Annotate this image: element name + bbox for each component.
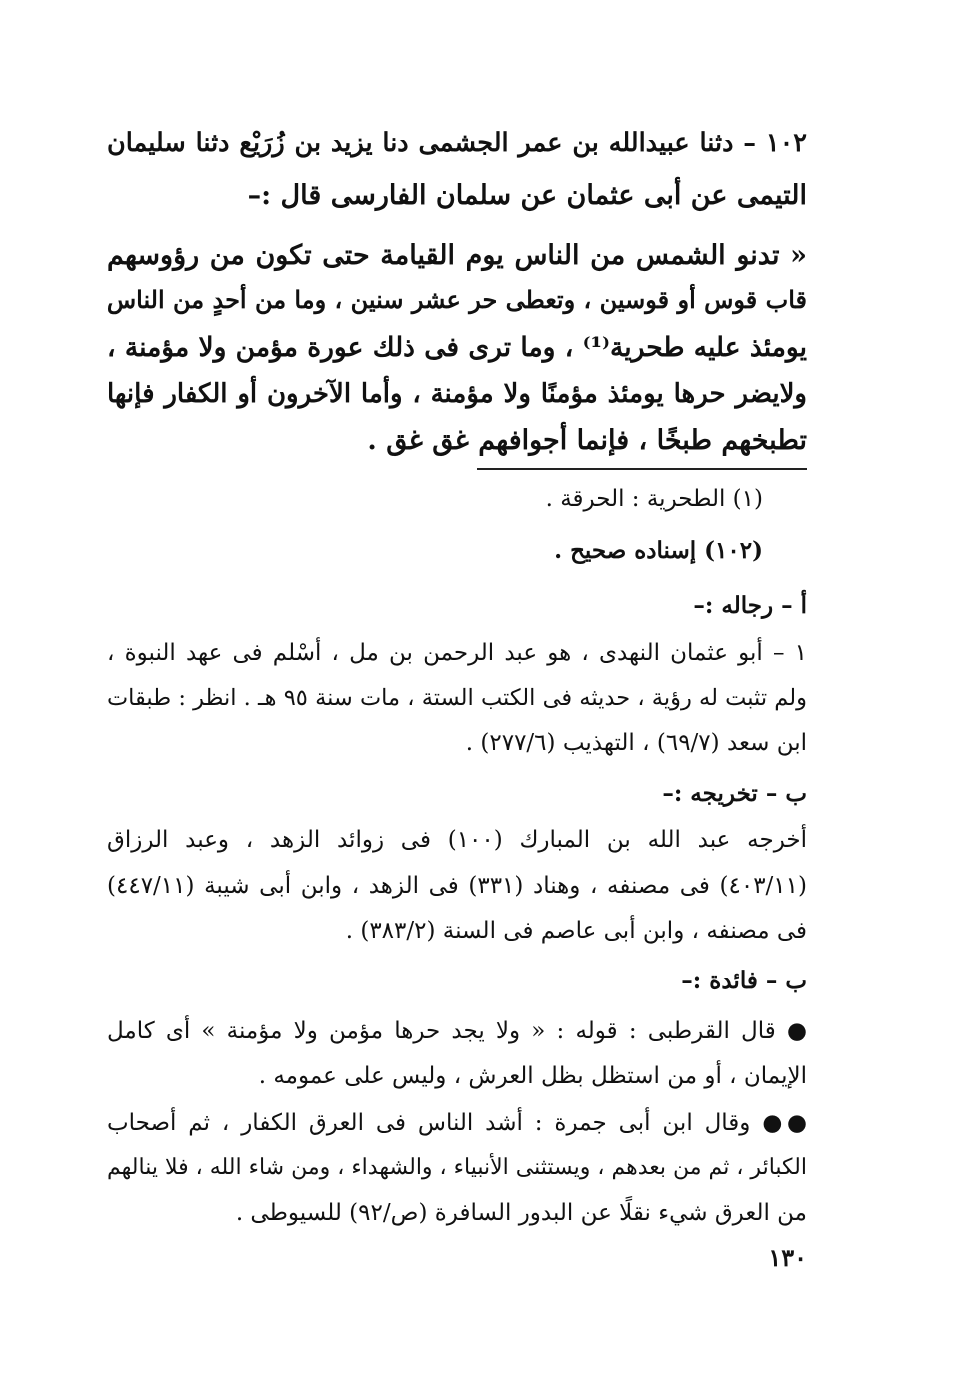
hadith-isnad-line-2: التيمى عن أبى عثمان عن سلمان الفارسى قال :–	[247, 180, 807, 211]
footnote-1: (١) الطحرية : الحرقة .	[545, 486, 763, 512]
hadith-matn-line-2: قاب قوس أو قوسين ، وتعطى حر عشر سنين ، وما من أحدٍ من الناس	[106, 285, 807, 314]
section-heading-rijal: أ – رجاله :–	[693, 592, 807, 619]
rijal-line-2: ولم تثبت له رؤية ، حديثه فى الكتب الستة ، مات سنة ٩٥ هـ . انظر : طبقات	[107, 685, 807, 711]
hadith-matn-line-1: « تدنو الشمس من الناس يوم القيامة حتى تكون من رؤوسهم	[107, 240, 807, 271]
footnote-divider	[477, 468, 807, 470]
rijal-line-3: ابن سعد (٦٩/٧) ، التهذيب (٢٧٧/٦) .	[465, 730, 807, 756]
hadith-matn-line-3: يومئذ عليه طحرية⁽¹⁾ ، وما ترى فى ذلك عورة مؤمن ولا مؤمنة ،	[107, 332, 807, 363]
takhrij-line-3: فى مصنفه ، وابن أبى عاصم فى السنة (٣٨٣/٢) .	[345, 918, 807, 944]
section-heading-takhrij: ب – تخريجه :–	[662, 780, 807, 807]
faida-line-1: ● قال القرطبى : قوله : « ولا يجد حرها مؤمن ولا مؤمنة » أى كامل	[107, 1018, 807, 1044]
hadith-matn-line-4: ولايضر حرها يومئذ مؤمنًا ولا مؤمنة ، وأما الآخرون أو الكفار فإنها	[107, 379, 807, 409]
section-heading-faida: ب – فائدة :–	[681, 967, 807, 994]
faida-line-4: الكبائر ، ثم من بعدهم ، ويستثنى الأنبياء ، والشهداء ، ومن شاء الله ، فلا ينالهم	[107, 1155, 807, 1180]
takhrij-line-1: أخرجه عبد الله بن المبارك (١٠٠) فى زوائد الزهد ، وعبد الرزاق	[107, 827, 807, 853]
rijal-line-1: ١ – أبو عثمان النهدى ، هو عبد الرحمن بن مل ، أسْلم فى عهد النبوة ،	[107, 640, 807, 666]
takhrij-line-2: (٤٠٣/١١) فى مصنفه ، وهناد (٣٣١) فى الزهد ، وابن أبى شيبة (٤٤٧/١١)	[107, 873, 808, 899]
faida-line-2: الإيمان ، أو من استظل بظل العرش ، وليس على عمومه .	[258, 1063, 807, 1089]
faida-line-5: من العرق شيء نقلًا عن البدور السافرة (ص/٩٢) للسيوطى .	[235, 1200, 807, 1226]
hadith-isnad-line-1: ١٠٢ – دثنا عبيدالله بن عمر الجشمى دنا يزيد بن زُرَيْع دثنا سليمان	[107, 128, 807, 158]
footnote-102: (١٠٢) إسناده صحيح .	[554, 537, 763, 564]
page-number: ١٣٠	[768, 1243, 807, 1272]
faida-line-3: ●● وقال ابن أبى جمرة : أشد الناس فى العرق الكفار ، ثم أصحاب	[107, 1110, 807, 1136]
hadith-matn-line-5: تطبخهم طبخًا ، فإنما أجوافهم غق غق .	[367, 425, 807, 456]
